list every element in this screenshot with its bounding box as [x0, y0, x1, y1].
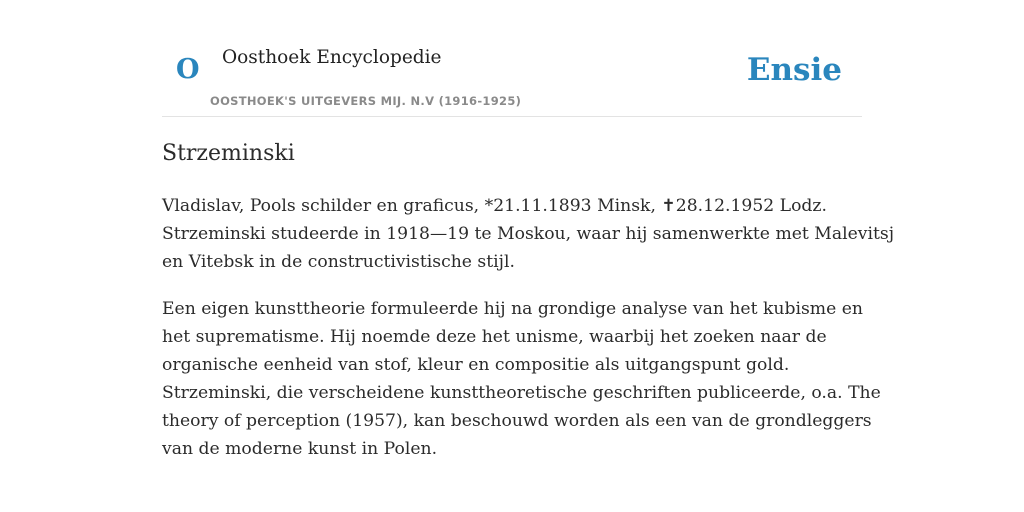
article-title: Strzeminski [162, 141, 295, 166]
encyclopedia-title[interactable]: Oosthoek Encyclopedie [222, 47, 442, 68]
publisher-label: OOSTHOEK'S UITGEVERS MIJ. N.V (1916-1925) [210, 94, 522, 108]
article-paragraph [162, 295, 881, 463]
paragraph-line: theory of perception (1957), kan beschouwd worden als een van de grondleggers [162, 411, 872, 431]
paragraph-line: Strzeminski, die verscheidene kunsttheoretische geschriften publiceerde, o.a. The [162, 383, 881, 403]
ensie-brand-link[interactable]: Ensie [746, 52, 842, 88]
paragraph-line: het suprematisme. Hij noemde deze het unisme, waarbij het zoeken naar de [162, 327, 827, 347]
paragraph-line: organische eenheid van stof, kleur en compositie als uitgangspunt gold. [162, 355, 790, 375]
paragraph-line: van de moderne kunst in Polen. [162, 439, 438, 459]
article [162, 136, 895, 463]
paragraph-line: Vladislav, Pools schilder en graficus, *21.11.1893 Minsk, ✝28.12.1952 Lodz. [162, 196, 827, 216]
paragraph-line: en Vitebsk in de constructivistische stijl. [162, 252, 515, 272]
site-header [162, 0, 862, 117]
paragraph-line: Strzeminski studeerde in 1918—19 te Moskou, waar hij samenwerkte met Malevitsj [162, 224, 895, 244]
article-paragraph [162, 192, 895, 276]
oosthoek-logo[interactable]: O [176, 54, 200, 85]
paragraph-line: Een eigen kunsttheorie formuleerde hij na grondige analyse van het kubisme en [162, 299, 863, 319]
